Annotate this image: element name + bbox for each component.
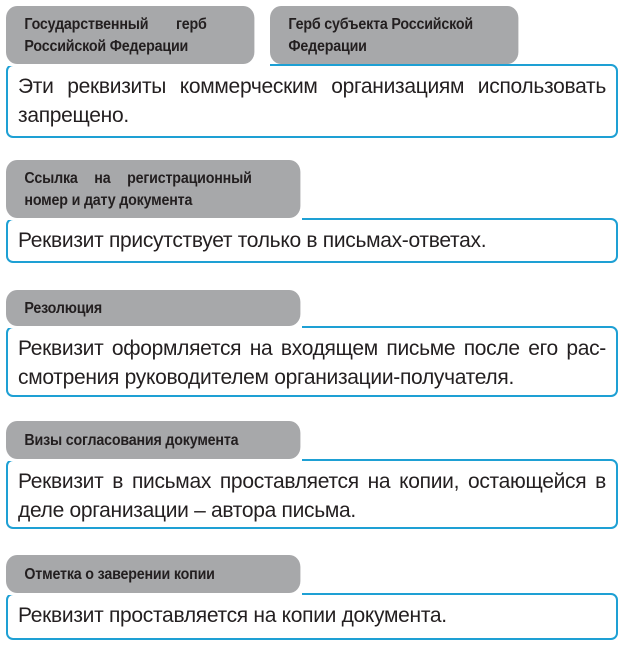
requisite-description-box (6, 326, 618, 397)
requisite-tab-approval-visas (6, 421, 300, 459)
requisite-description: Реквизит в письмах проставляется на копии, остающейся в деле организации – автора письма. (18, 470, 606, 522)
tab-line: Федерации (288, 38, 367, 55)
requisite-description: Эти реквизиты коммерческим организациям использовать запрещено. (18, 75, 606, 127)
tab-line: Российской Федерации (24, 38, 189, 55)
requisite-description: Реквизит проставляется на копии документа. (18, 604, 447, 627)
tab-line: Герб субъекта Российской (288, 16, 474, 33)
requisite-description-box (6, 218, 618, 263)
requisite-description: Реквизит присутствует только в письмах-ответах. (18, 229, 487, 252)
requisite-description: Реквизит оформляется на входящем письме после его рас-смотрения руководителем организации-получателя. (18, 337, 606, 389)
tab-line: номер и дату документа (24, 192, 193, 209)
requisite-tab-state-emblem (6, 6, 254, 64)
requisite-description-box (6, 593, 618, 640)
tab-line: Государственный герб (24, 16, 207, 33)
tab-line: Ссылка на регистрационный (24, 170, 252, 187)
tab-line: Отметка о заверении копии (24, 566, 215, 583)
requisite-description-box (6, 64, 618, 138)
requisite-description-box (6, 459, 618, 529)
requisite-tab-copy-certification (6, 555, 300, 593)
tab-line: Визы согласования документа (24, 432, 239, 449)
requisite-tab-subject-emblem (270, 6, 518, 64)
requisite-tab-reference (6, 160, 300, 218)
tab-line: Резолюция (24, 300, 103, 317)
requisite-tab-resolution (6, 290, 300, 326)
